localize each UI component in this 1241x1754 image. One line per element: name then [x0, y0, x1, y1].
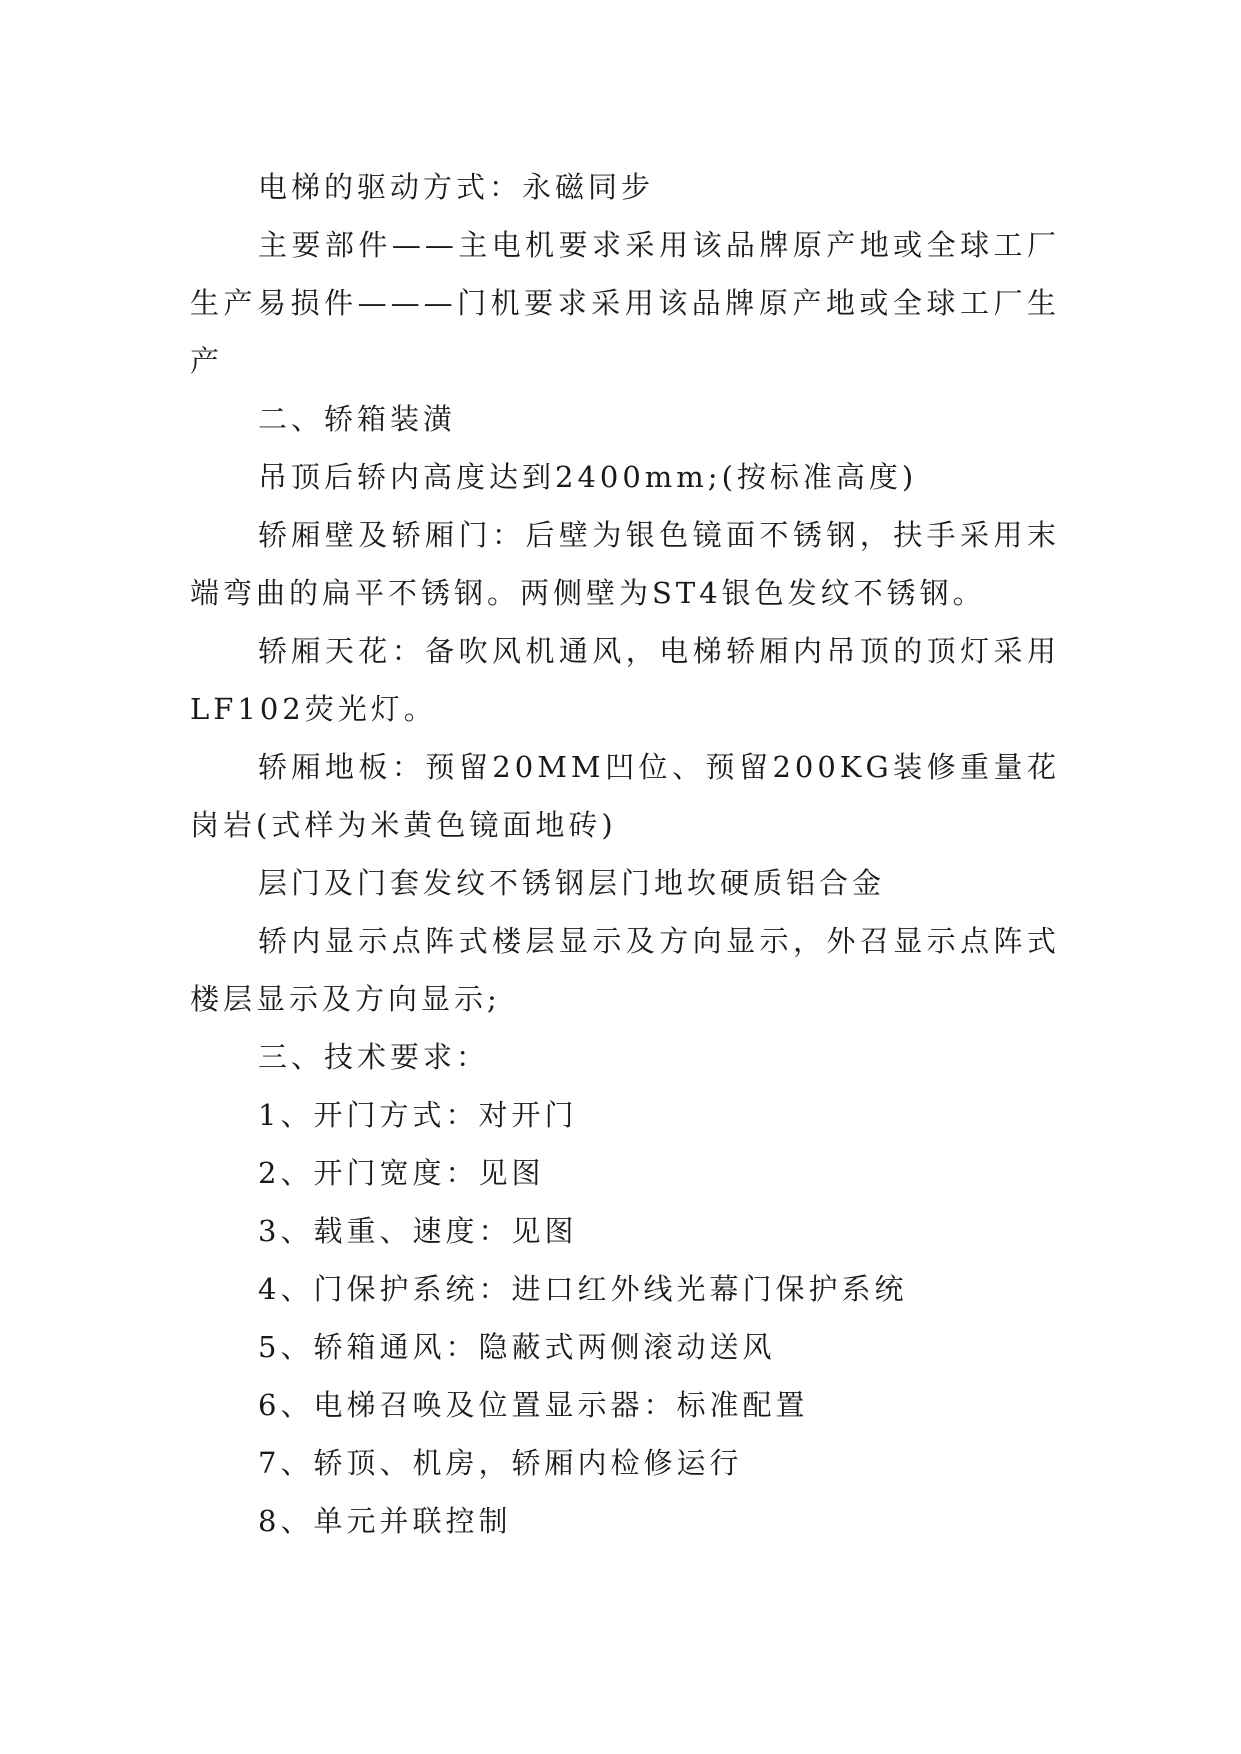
- section-heading-car-decoration: 二、轿箱装潢: [258, 402, 457, 436]
- paragraph-car-floor: 轿厢地板：预留20MM凹位、预留200KG装修重量花岗岩(式样为米黄色镜面地砖): [190, 750, 1060, 842]
- paragraph-drive-mode: 电梯的驱动方式：永磁同步: [258, 170, 655, 204]
- paragraph-ceiling-height: 吊顶后轿内高度达到2400mm;(按标准高度): [258, 460, 918, 494]
- list-item-load-speed: 3、载重、速度：见图: [258, 1214, 578, 1248]
- list-item-call-display: 6、电梯召唤及位置显示器：标准配置: [258, 1388, 809, 1422]
- list-item-parallel-control: 8、单元并联控制: [258, 1504, 512, 1538]
- paragraph-displays: 轿内显示点阵式楼层显示及方向显示，外召显示点阵式楼层显示及方向显示;: [190, 924, 1060, 1016]
- list-item-inspection: 7、轿顶、机房，轿厢内检修运行: [258, 1446, 743, 1480]
- paragraph-car-ceiling: 轿厢天花：备吹风机通风，电梯轿厢内吊顶的顶灯采用LF102荧光灯。: [190, 634, 1060, 726]
- list-item-ventilation: 5、轿箱通风：隐蔽式两侧滚动送风: [258, 1330, 776, 1364]
- paragraph-landing-doors: 层门及门套发纹不锈钢层门地坎硬质铝合金: [258, 866, 886, 900]
- paragraph-car-walls: 轿厢壁及轿厢门：后壁为银色镜面不锈钢，扶手采用末端弯曲的扁平不锈钢。两侧壁为ST4银色发纹不锈钢。: [190, 518, 1060, 610]
- document-body: [190, 158, 1060, 1550]
- section-heading-tech-requirements: 三、技术要求：: [258, 1040, 490, 1074]
- list-item-door-type: 1、开门方式：对开门: [258, 1098, 578, 1132]
- paragraph-main-parts: 主要部件——主电机要求采用该品牌原产地或全球工厂生产易损件———门机要求采用该品牌原产地或全球工厂生产: [190, 228, 1060, 378]
- list-item-door-protection: 4、门保护系统：进口红外线光幕门保护系统: [258, 1272, 908, 1306]
- list-item-door-width: 2、开门宽度：见图: [258, 1156, 545, 1190]
